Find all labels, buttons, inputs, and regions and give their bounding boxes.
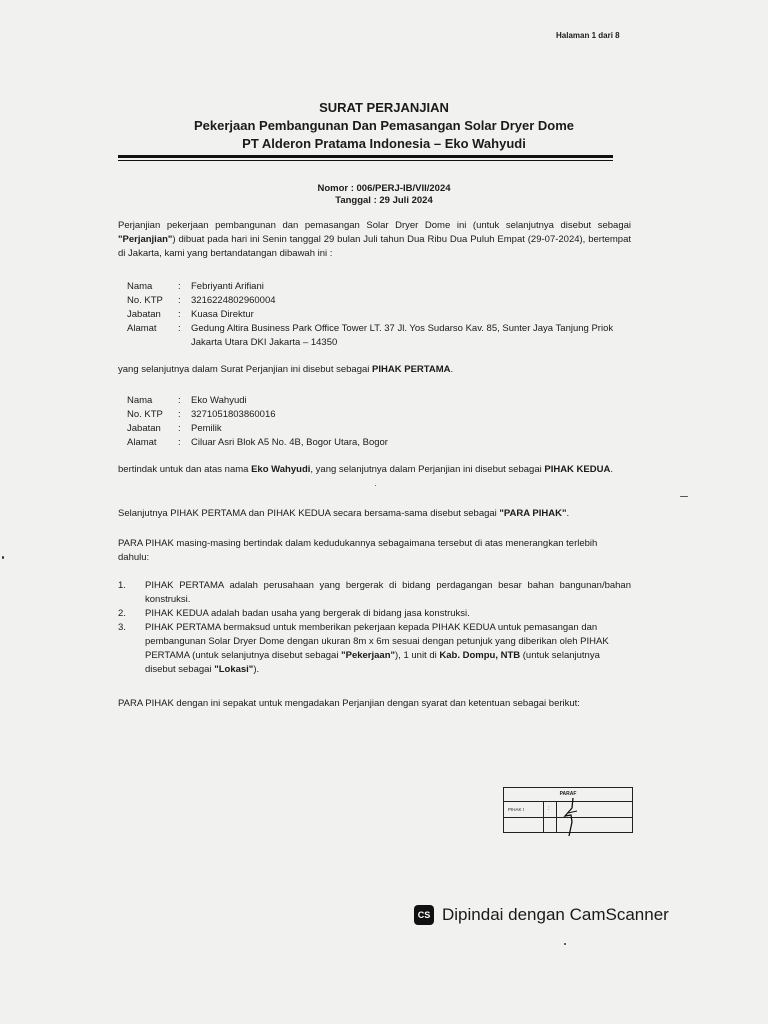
field-value: Ciluar Asri Blok A5 No. 4B, Bogor Utara, Bogor: [191, 437, 388, 448]
field-label: No. KTP: [127, 409, 163, 420]
field-label: Jabatan: [127, 309, 161, 320]
table-row: Nama : Febriyanti Arifiani: [127, 280, 646, 294]
scan-speck: [2, 556, 4, 559]
document-title: SURAT PERJANJIAN: [319, 100, 449, 115]
field-value: Gedung Altira Business Park Office Tower LT. 37 Jl. Yos Sudarso Kav. 85, Sunter Jaya Tanjung Priok Jakarta Utara DKI Jakarta – 14350: [191, 323, 614, 348]
document-date: Tanggal : 29 Juli 2024: [335, 195, 433, 206]
table-row: Jabatan : Pemilik: [127, 422, 646, 436]
table-row: Alamat : Gedung Altira Business Park Office Tower LT. 37 Jl. Yos Sudarso Kav. 85, Sunter Jaya Tanjung Priok Jakarta Utara DKI Jakarta – 14350: [127, 322, 646, 350]
field-value: Eko Wahyudi: [191, 395, 247, 406]
field-label: No. KTP: [127, 295, 163, 306]
pihak-pertama-designation: yang selanjutnya dalam Surat Perjanjian ini disebut sebagai PIHAK PERTAMA.: [118, 364, 454, 375]
pihak-kedua-identity: [127, 394, 646, 450]
closing-paragraph: PARA PIHAK dengan ini sepakat untuk mengadakan Perjanjian dengan syarat dan ketentuan sebagai berikut:: [118, 698, 580, 709]
table-row: Alamat : Ciluar Asri Blok A5 No. 4B, Bogor Utara, Bogor: [127, 436, 646, 450]
table-row: No. KTP : 3216224802960004: [127, 294, 646, 308]
title-rule-thin: [118, 160, 613, 161]
field-value: Pemilik: [191, 423, 222, 434]
table-row: Jabatan : Kuasa Direktur: [127, 308, 646, 322]
field-label: Alamat: [127, 323, 157, 334]
document-subtitle: Pekerjaan Pembangunan Dan Pemasangan Solar Dryer Dome: [193, 118, 575, 133]
recitals-list: [118, 579, 631, 677]
list-item: 1. PIHAK PERTAMA adalah perusahaan yang bergerak di bidang perdagangan besar bahan bangunan/bahan konstruksi.: [118, 580, 631, 605]
table-row: No. KTP : 3271051803860016: [127, 408, 646, 422]
field-value: Febriyanti Arifiani: [191, 281, 264, 292]
camscanner-watermark: [414, 904, 669, 926]
pihak-pertama-identity: [127, 280, 646, 350]
scan-speck: [680, 496, 688, 497]
paraf-box: PARAF PIHAK I :: [503, 787, 633, 833]
pihak-kedua-designation: bertindak untuk dan atas nama Eko Wahyudi, yang selanjutnya dalam Perjanjian ini disebut sebagai PIHAK KEDUA.: [118, 464, 613, 475]
table-row: Nama : Eko Wahyudi: [127, 394, 646, 408]
intro-term: "Perjanjian": [118, 234, 173, 245]
menerangkan-paragraph: PARA PIHAK masing-masing bertindak dalam kedudukannya sebagaimana tersebut di atas menerangkan terlebih dahulu:: [118, 538, 598, 563]
field-value: 3216224802960004: [191, 295, 276, 306]
field-label: Nama: [127, 395, 153, 406]
field-label: Nama: [127, 281, 153, 292]
field-value: Kuasa Direktur: [191, 309, 254, 320]
intro-text-b: ) dibuat pada hari ini Senin tanggal 29 bulan Juli tahun Dua Ribu Dua Puluh Empat (29-07-2024), bertempat di Jakarta, kami yang bertandatangan dibawah ini :: [118, 234, 631, 259]
field-label: Jabatan: [127, 423, 161, 434]
page-number: Halaman 1 dari 8: [556, 31, 620, 40]
field-label: Alamat: [127, 437, 157, 448]
title-rule-thick: [118, 155, 613, 158]
paraf-row-label: PIHAK I: [508, 807, 525, 812]
list-item: 2. PIHAK KEDUA adalah badan usaha yang bergerak di bidang jasa konstruksi.: [118, 608, 470, 619]
camscanner-text: Dipindai dengan CamScanner: [442, 905, 669, 924]
camscanner-logo-icon: CS: [414, 905, 434, 925]
paraf-signature-mark: [559, 796, 589, 840]
paraf-header: PARAF: [504, 788, 632, 802]
document-number: Nomor : 006/PERJ-IB/VII/2024: [317, 183, 451, 194]
para-pihak-definition: Selanjutnya PIHAK PERTAMA dan PIHAK KEDUA secara bersama-sama disebut sebagai "PARA PIHAK".: [118, 508, 570, 519]
field-value: 3271051803860016: [191, 409, 276, 420]
scan-speck: [564, 943, 566, 945]
document-parties-title: PT Alderon Pratama Indonesia – Eko Wahyudi: [242, 136, 526, 151]
list-item: 3. PIHAK PERTAMA bermaksud untuk memberikan pekerjaan kepada PIHAK KEDUA untuk pemasangan dan pembangunan Solar Dryer Dome dengan ukuran 8m x 6m sesuai dengan petunjuk yang diberikan oleh PIHAK PERTAMA (untuk selanjutnya disebut sebagai "Pekerjaan"), 1 unit di Kab. Dompu, NTB (untuk selanjutnya disebut sebagai "Lokasi").: [118, 622, 609, 675]
intro-paragraph: [118, 219, 631, 261]
intro-text-a: Perjanjian pekerjaan pembangunan dan pemasangan Solar Dryer Dome ini (untuk selanjutnya disebut sebagai: [118, 220, 631, 231]
scan-speck: [375, 485, 376, 486]
